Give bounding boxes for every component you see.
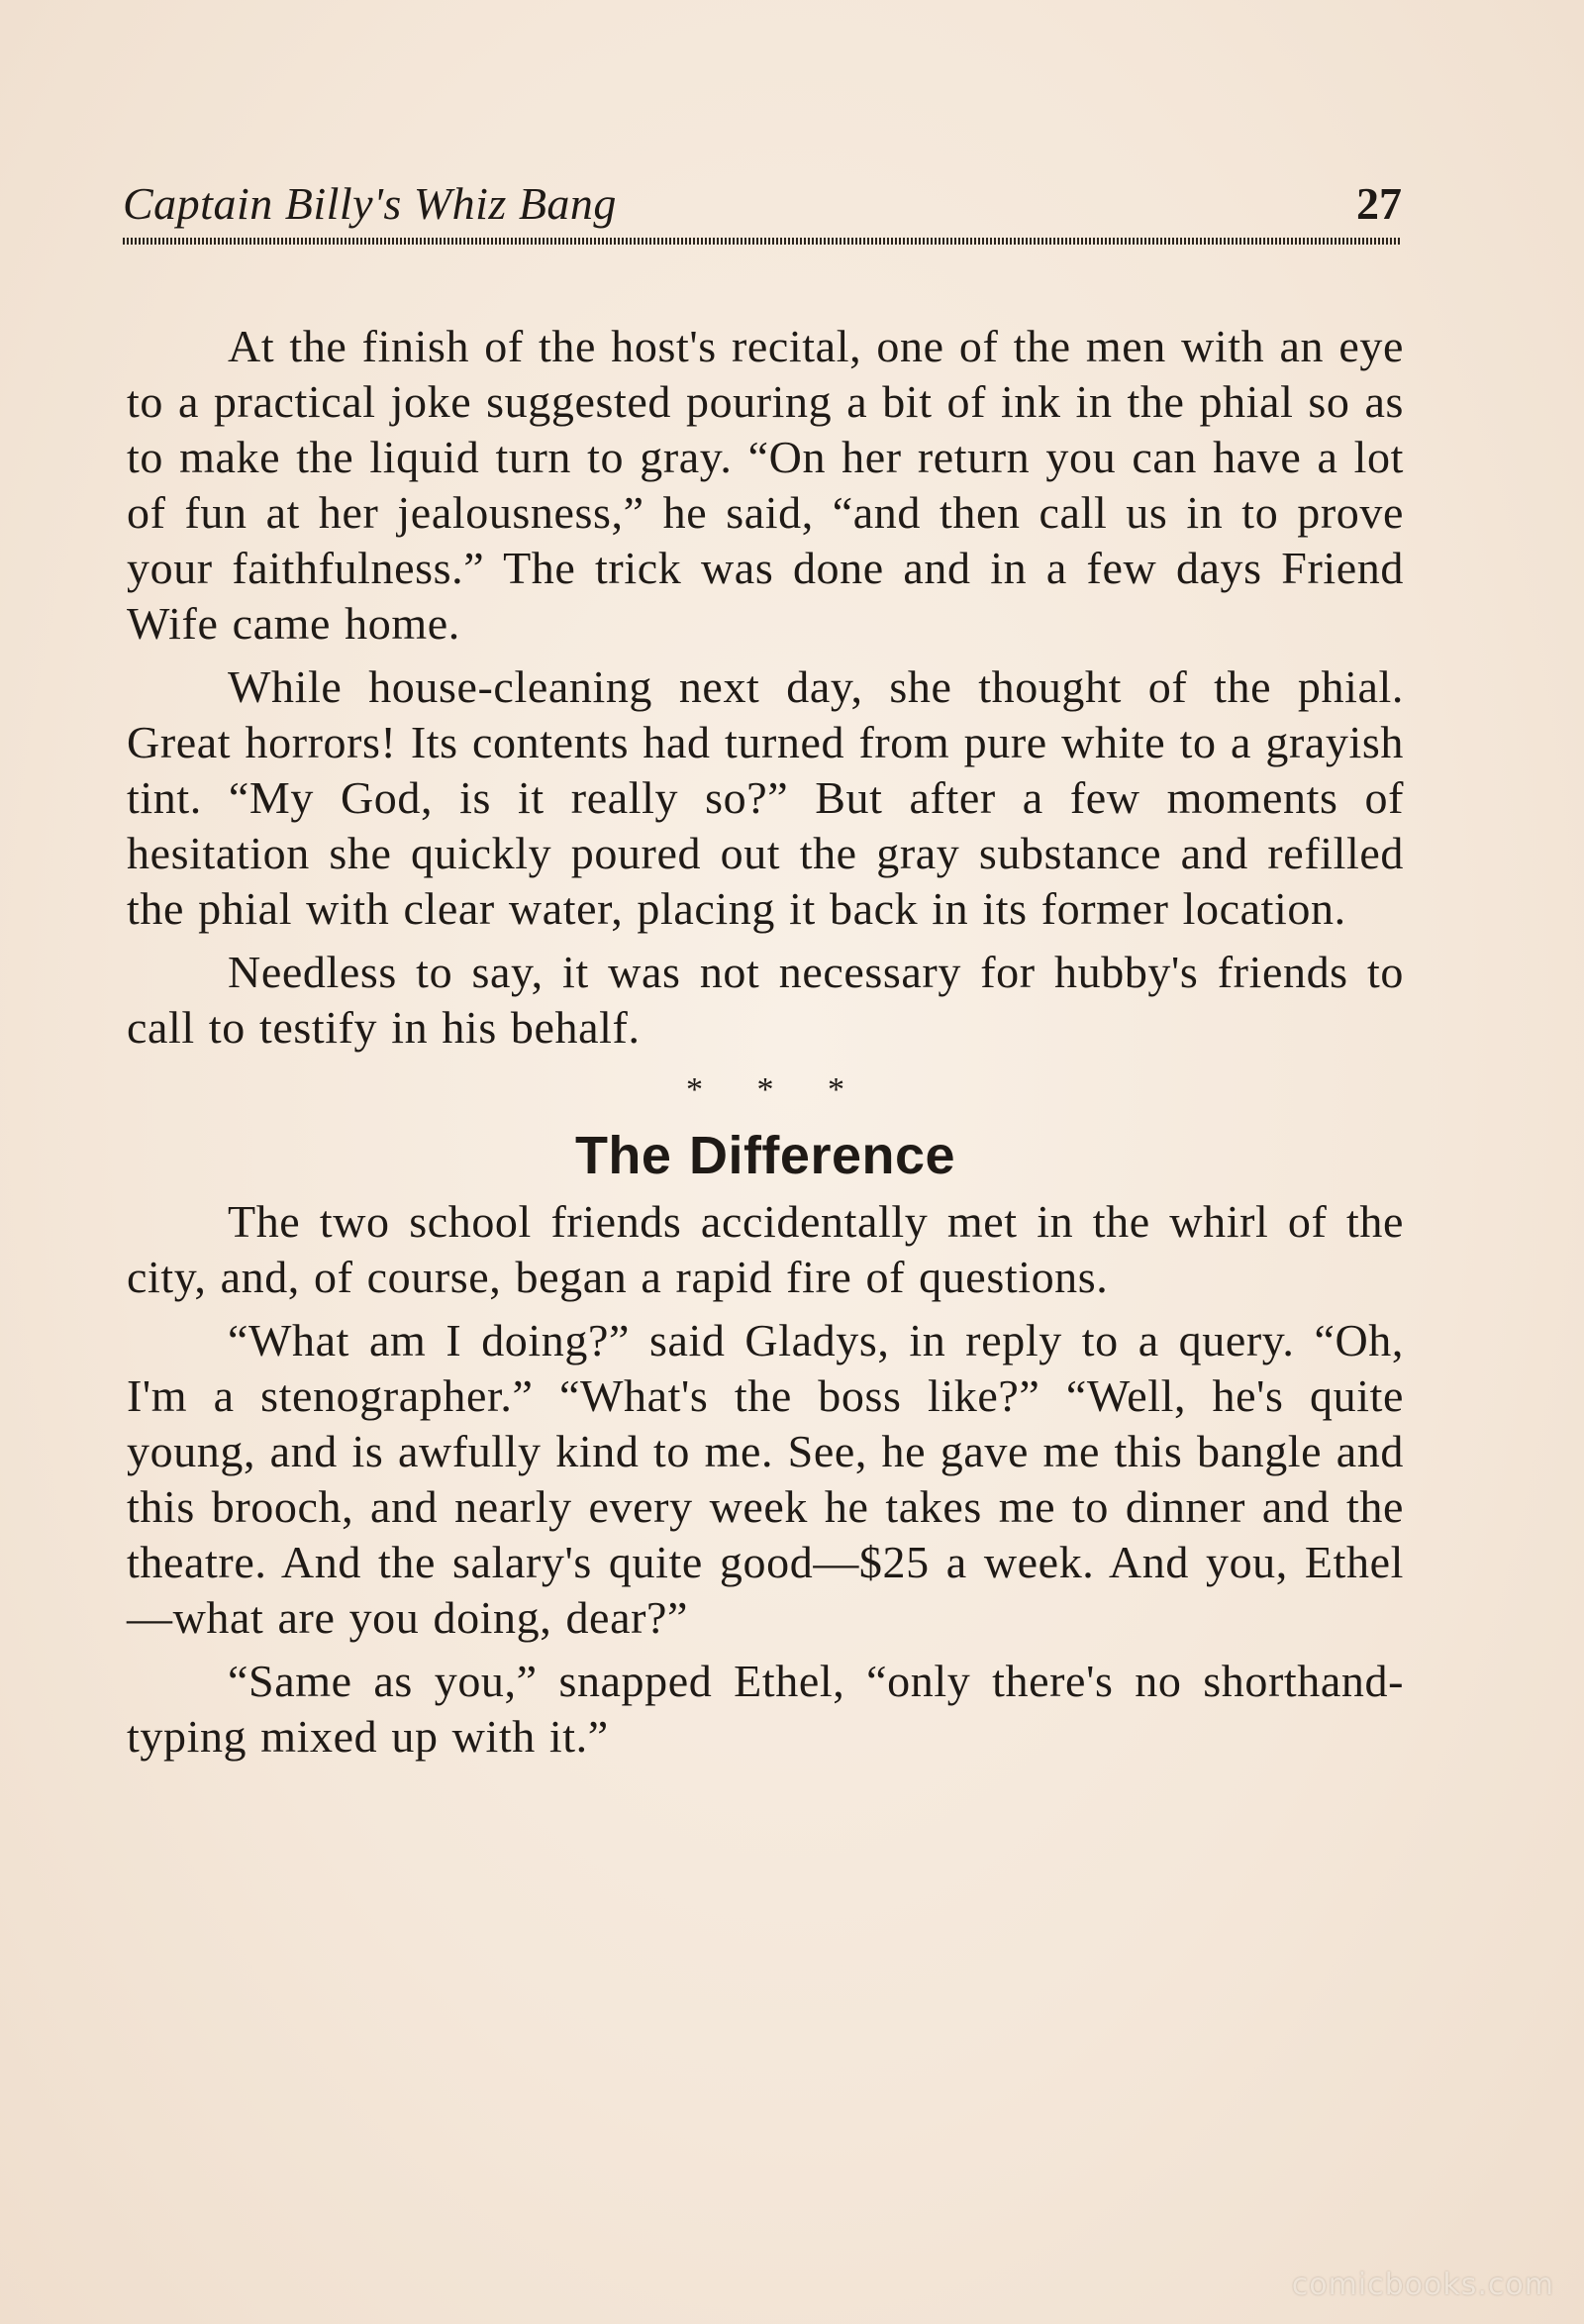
paragraph: Needless to say, it was not necessary for hubby's friends to call to testify in his behalf. bbox=[127, 947, 1404, 1053]
paragraph: While house-cleaning next day, she thought of the phial. Great horrors! Its contents had turned from pure white to a grayish tint. “My God, is it really so?” But after a few moments of hesitation she quickly poured out the gray substance and refilled the phial with clear water, placing it back in its former location. bbox=[127, 661, 1404, 934]
article-body bbox=[127, 319, 1404, 1772]
paragraph: The two school friends accidentally met in the whirl of the city, and, of course, began a rapid fire of questions. bbox=[127, 1196, 1404, 1302]
paragraph: “Same as you,” snapped Ethel, “only there's no shorthand-typing mixed up with it.” bbox=[127, 1656, 1404, 1762]
watermark: comicbooks.com bbox=[1291, 2268, 1554, 2302]
asterisk: * bbox=[828, 1071, 844, 1108]
paragraph: At the finish of the host's recital, one of the men with an eye to a practical joke suggested pouring a bit of ink in the phial so as to make the liquid turn to gray. “On her return you can have a lot of fun at her jealousness,” he said, “and then call us in to prove your faithfulness.” The trick was done and in a few days Friend Wife came home. bbox=[127, 321, 1404, 649]
asterisk: * bbox=[686, 1071, 703, 1108]
running-head bbox=[123, 176, 1402, 232]
running-title: Captain Billy's Whiz Bang bbox=[123, 178, 617, 229]
section-separator bbox=[127, 1065, 1404, 1115]
page-number: 27 bbox=[1356, 178, 1402, 229]
asterisk: * bbox=[756, 1071, 774, 1108]
paragraph: “What am I doing?” said Gladys, in reply to a query. “Oh, I'm a stenographer.” “What's the boss like?” “Well, he's quite young, and is awfully kind to me. See, he gave me this bangle and this brooch, and nearly every week he takes me to dinner and the theatre. And the salary's quite good—$25 a week. And you, Ethel—what are you doing, dear?” bbox=[127, 1315, 1404, 1643]
section-title: The Difference bbox=[574, 1126, 956, 1185]
header-rule bbox=[123, 238, 1402, 245]
